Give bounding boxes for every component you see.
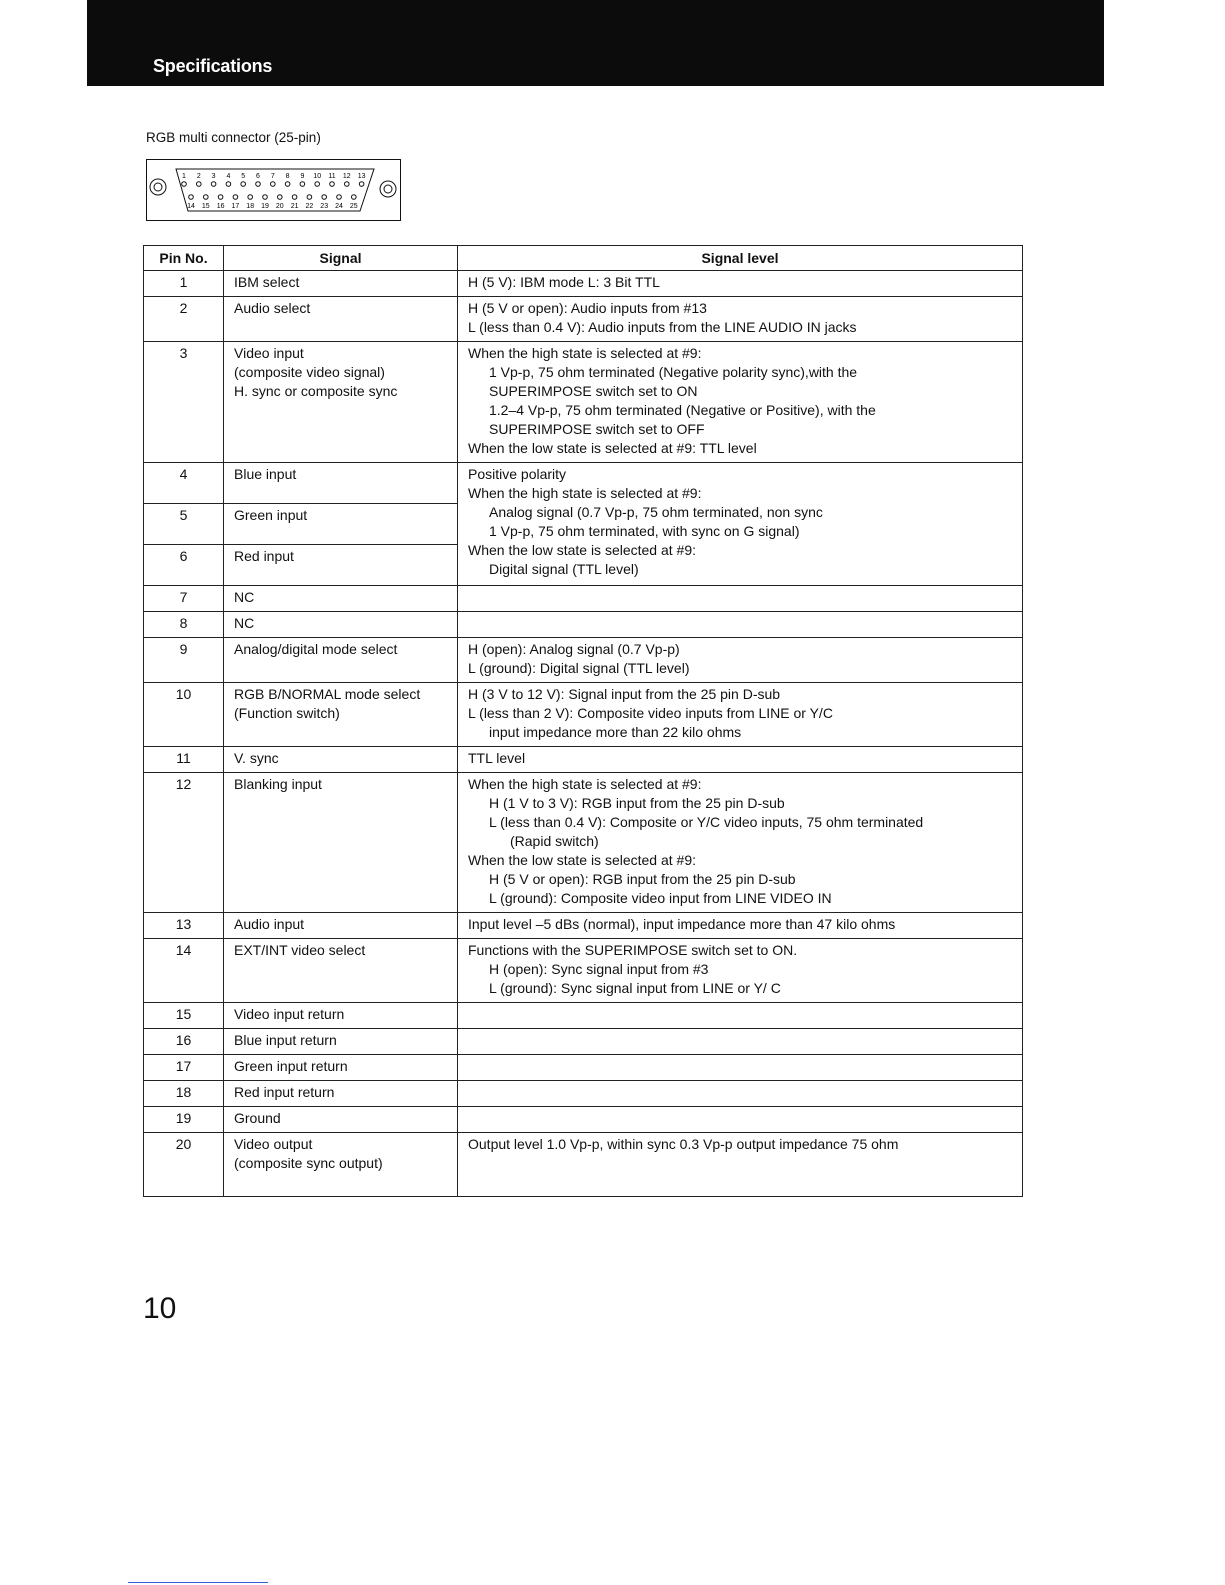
signal-level-text: L (ground): Sync signal input from LINE or Y/ C [489, 980, 781, 996]
signal-level-text: L (ground): Digital signal (TTL level) [468, 660, 690, 676]
signal-cell [224, 1107, 458, 1133]
pin-label: 21 [290, 203, 299, 210]
signal-text: (composite sync output) [234, 1155, 383, 1171]
pin-label: 3 [211, 173, 216, 180]
signal-level-cell [458, 939, 1023, 1003]
pin-hole [218, 195, 223, 200]
page-number: 10 [143, 1292, 177, 1325]
signal-level-cell [458, 463, 1023, 586]
signal-level-cell [458, 1081, 1023, 1107]
signal-level-text: TTL level [468, 750, 526, 766]
signal-text: Audio input [234, 916, 305, 932]
signal-level-text: L (less than 0.4 V): Composite or Y/C video inputs, 75 ohm terminated [489, 814, 924, 830]
pin-label: 13 [357, 173, 366, 180]
connector-caption: RGB multi connector (25-pin) [146, 130, 321, 145]
table-row [144, 1107, 1023, 1133]
pin-hole [285, 182, 290, 187]
signal-level-text: Input level –5 dBs (normal), input impedance more than 47 kilo ohms [468, 916, 896, 932]
signal-level-cell [458, 773, 1023, 913]
pin-number: 4 [144, 463, 224, 504]
pin-number: 15 [144, 1003, 224, 1029]
signal-level-text: When the low state is selected at #9: [468, 542, 697, 558]
signal-level-text: 1 Vp-p, 75 ohm terminated, with sync on G signal) [489, 523, 800, 539]
signal-cell [224, 1081, 458, 1107]
pin-hole [278, 195, 283, 200]
pin-label: 10 [313, 173, 322, 180]
signal-level-cell [458, 297, 1023, 342]
table-row [144, 773, 1023, 913]
signal-cell [224, 1055, 458, 1081]
signal-level-cell [458, 586, 1023, 612]
signal-text: Audio select [234, 300, 311, 316]
table-row [144, 297, 1023, 342]
pin-hole [189, 195, 194, 200]
signal-text: H. sync or composite sync [234, 383, 398, 399]
signal-cell [224, 271, 458, 297]
pin-number: 13 [144, 913, 224, 939]
table-row [144, 1029, 1023, 1055]
pin-hole [352, 195, 357, 200]
pin-label: 20 [275, 203, 284, 210]
signal-cell [224, 773, 458, 913]
signal-level-text: H (5 V): IBM mode L: 3 Bit TTL [468, 274, 660, 290]
signal-level-text: Analog signal (0.7 Vp-p, 75 ohm terminated, non sync [489, 504, 823, 520]
signal-cell [224, 545, 458, 586]
pin-number: 16 [144, 1029, 224, 1055]
signal-level-text: 1 Vp-p, 75 ohm terminated (Negative polarity sync),with the [489, 364, 858, 380]
pin-hole [330, 182, 335, 187]
signal-level-text: L (less than 0.4 V): Audio inputs from the LINE AUDIO IN jacks [468, 319, 857, 335]
signal-text: Ground [234, 1110, 281, 1126]
signal-level-cell [458, 342, 1023, 463]
signal-text: Video input [234, 345, 304, 361]
pin-label: 15 [201, 203, 210, 210]
signal-level-text: H (5 V or open): Audio inputs from #13 [468, 300, 707, 316]
column-header: Pin No. [144, 246, 224, 271]
signal-text: Blanking input [234, 776, 322, 792]
pin-hole [307, 195, 312, 200]
pin-label: 24 [335, 203, 343, 210]
table-row [144, 747, 1023, 773]
signal-level-text: L (ground): Composite video input from LINE VIDEO IN [489, 890, 832, 906]
signal-level-cell [458, 271, 1023, 297]
signal-level-cell [458, 1003, 1023, 1029]
pin-table [143, 245, 1023, 1197]
pin-hole [263, 195, 268, 200]
signal-cell [224, 638, 458, 683]
pin-label: 16 [216, 203, 225, 210]
table-row [144, 271, 1023, 297]
table-row [144, 913, 1023, 939]
pin-label: 12 [342, 173, 351, 180]
signal-level-text: H (1 V to 3 V): RGB input from the 25 pin D-sub [489, 795, 785, 811]
signal-cell [224, 913, 458, 939]
signal-level-text: When the low state is selected at #9: [468, 852, 697, 868]
signal-cell [224, 463, 458, 504]
pin-hole [315, 182, 320, 187]
pin-number: 12 [144, 773, 224, 913]
table-row [144, 683, 1023, 747]
signal-text: NC [234, 589, 255, 605]
connector-diagram [146, 159, 404, 222]
pin-number: 5 [144, 504, 224, 545]
signal-level-cell [458, 1107, 1023, 1133]
pin-label: 11 [328, 173, 336, 180]
pin-label: 22 [305, 203, 314, 210]
signal-text: (Function switch) [234, 705, 340, 721]
screw-left-icon [150, 179, 166, 195]
pin-hole [322, 195, 327, 200]
signal-text: Blue input [234, 466, 297, 482]
pin-hole [233, 195, 238, 200]
signal-text: Red input return [234, 1084, 335, 1100]
signal-level-text: SUPERIMPOSE switch set to ON [489, 383, 698, 399]
signal-level-text: Digital signal (TTL level) [489, 561, 639, 577]
table-row [144, 463, 1023, 504]
signal-level-text: L (less than 2 V): Composite video inputs from LINE or Y/C [468, 705, 833, 721]
pin-number: 14 [144, 939, 224, 1003]
pin-number: 2 [144, 297, 224, 342]
signal-text: Red input [234, 548, 294, 564]
signal-cell [224, 586, 458, 612]
pin-hole [292, 195, 297, 200]
pin-hole [226, 182, 231, 187]
pin-label: 9 [300, 173, 305, 180]
pin-hole [256, 182, 261, 187]
pin-label: 2 [196, 173, 201, 180]
table-row [144, 638, 1023, 683]
signal-text: Analog/digital mode select [234, 641, 398, 657]
signal-cell [224, 939, 458, 1003]
pin-label: 17 [231, 203, 240, 210]
pin-number: 3 [144, 342, 224, 463]
signal-level-text: Positive polarity [468, 466, 567, 482]
pin-hole [345, 182, 350, 187]
signal-cell [224, 342, 458, 463]
signal-level-text: 1.2–4 Vp-p, 75 ohm terminated (Negative or Positive), with the [489, 402, 876, 418]
signal-level-text: SUPERIMPOSE switch set to OFF [489, 421, 705, 437]
table-header-row [144, 246, 1023, 271]
pin-hole [337, 195, 342, 200]
signal-text: NC [234, 615, 255, 631]
signal-level-cell [458, 683, 1023, 747]
signal-cell [224, 1133, 458, 1197]
signal-text: Green input [234, 507, 308, 523]
pin-hole [359, 182, 364, 187]
pin-hole [211, 182, 216, 187]
signal-level-cell [458, 638, 1023, 683]
table-row [144, 1133, 1023, 1197]
table-row [144, 1055, 1023, 1081]
signal-level-cell [458, 1133, 1023, 1197]
pin-hole [300, 182, 305, 187]
signal-text: EXT/INT video select [234, 942, 366, 958]
pin-number: 1 [144, 271, 224, 297]
pin-hole [204, 195, 209, 200]
pin-label: 8 [285, 173, 290, 180]
signal-level-text: H (open): Sync signal input from #3 [489, 961, 709, 977]
pin-number: 9 [144, 638, 224, 683]
table-row [144, 1081, 1023, 1107]
signal-text: Video output [234, 1136, 313, 1152]
signal-level-text: When the low state is selected at #9: TTL level [468, 440, 757, 456]
signal-text: Video input return [234, 1006, 345, 1022]
header-bar [87, 0, 1104, 86]
signal-cell [224, 612, 458, 638]
signal-cell [224, 683, 458, 747]
pin-number: 11 [144, 747, 224, 773]
signal-level-cell [458, 1029, 1023, 1055]
signal-cell [224, 297, 458, 342]
pin-hole [182, 182, 187, 187]
signal-cell [224, 747, 458, 773]
signal-level-text: When the high state is selected at #9: [468, 485, 702, 501]
pin-label: 14 [187, 203, 195, 210]
signal-text: V. sync [234, 750, 279, 766]
pin-number: 19 [144, 1107, 224, 1133]
signal-text: RGB B/NORMAL mode select [234, 686, 421, 702]
signal-text: Green input return [234, 1058, 348, 1074]
signal-text: IBM select [234, 274, 300, 290]
signal-level-text: Functions with the SUPERIMPOSE switch set to ON. [468, 942, 798, 958]
signal-level-text: H (3 V to 12 V): Signal input from the 25 pin D-sub [468, 686, 781, 702]
signal-cell [224, 1029, 458, 1055]
pin-number: 7 [144, 586, 224, 612]
table-row [144, 342, 1023, 463]
table-row [144, 612, 1023, 638]
pin-label: 1 [182, 173, 186, 180]
pin-label: 5 [241, 173, 246, 180]
pin-number: 10 [144, 683, 224, 747]
pin-label: 4 [226, 173, 231, 180]
pin-label: 25 [349, 203, 358, 210]
pin-hole [248, 195, 253, 200]
column-header: Signal [224, 246, 458, 271]
signal-level-cell [458, 747, 1023, 773]
signal-cell [224, 1003, 458, 1029]
pin-number: 8 [144, 612, 224, 638]
signal-level-text: H (open): Analog signal (0.7 Vp-p) [468, 641, 680, 657]
pin-hole [241, 182, 246, 187]
pin-number: 18 [144, 1081, 224, 1107]
signal-level-text: input impedance more than 22 kilo ohms [489, 724, 742, 740]
signal-level-text: Output level 1.0 Vp-p, within sync 0.3 Vp-p output impedance 75 ohm [468, 1136, 899, 1152]
pin-number: 20 [144, 1133, 224, 1197]
signal-level-text: (Rapid switch) [510, 833, 599, 849]
table-row [144, 1003, 1023, 1029]
signal-level-text: H (5 V or open): RGB input from the 25 pin D-sub [489, 871, 796, 887]
signal-level-cell [458, 1055, 1023, 1081]
signal-level-text: When the high state is selected at #9: [468, 345, 702, 361]
pin-hole [271, 182, 276, 187]
pin-hole [197, 182, 202, 187]
page-title: Specifications [153, 56, 273, 76]
pin-label: 18 [246, 203, 255, 210]
table-row [144, 586, 1023, 612]
signal-level-cell [458, 612, 1023, 638]
signal-level-text: When the high state is selected at #9: [468, 776, 702, 792]
pin-label: 19 [261, 203, 269, 210]
pin-label: 6 [256, 173, 260, 180]
table-row [144, 939, 1023, 1003]
bottom-rule [128, 1582, 268, 1583]
signal-cell [224, 504, 458, 545]
pin-number: 6 [144, 545, 224, 586]
signal-text: (composite video signal) [234, 364, 385, 380]
signal-level-cell [458, 913, 1023, 939]
signal-text: Blue input return [234, 1032, 337, 1048]
pin-label: 7 [270, 173, 275, 180]
column-header: Signal level [458, 246, 1023, 271]
pin-label: 23 [320, 203, 329, 210]
pin-number: 17 [144, 1055, 224, 1081]
screw-right-icon [380, 181, 396, 197]
